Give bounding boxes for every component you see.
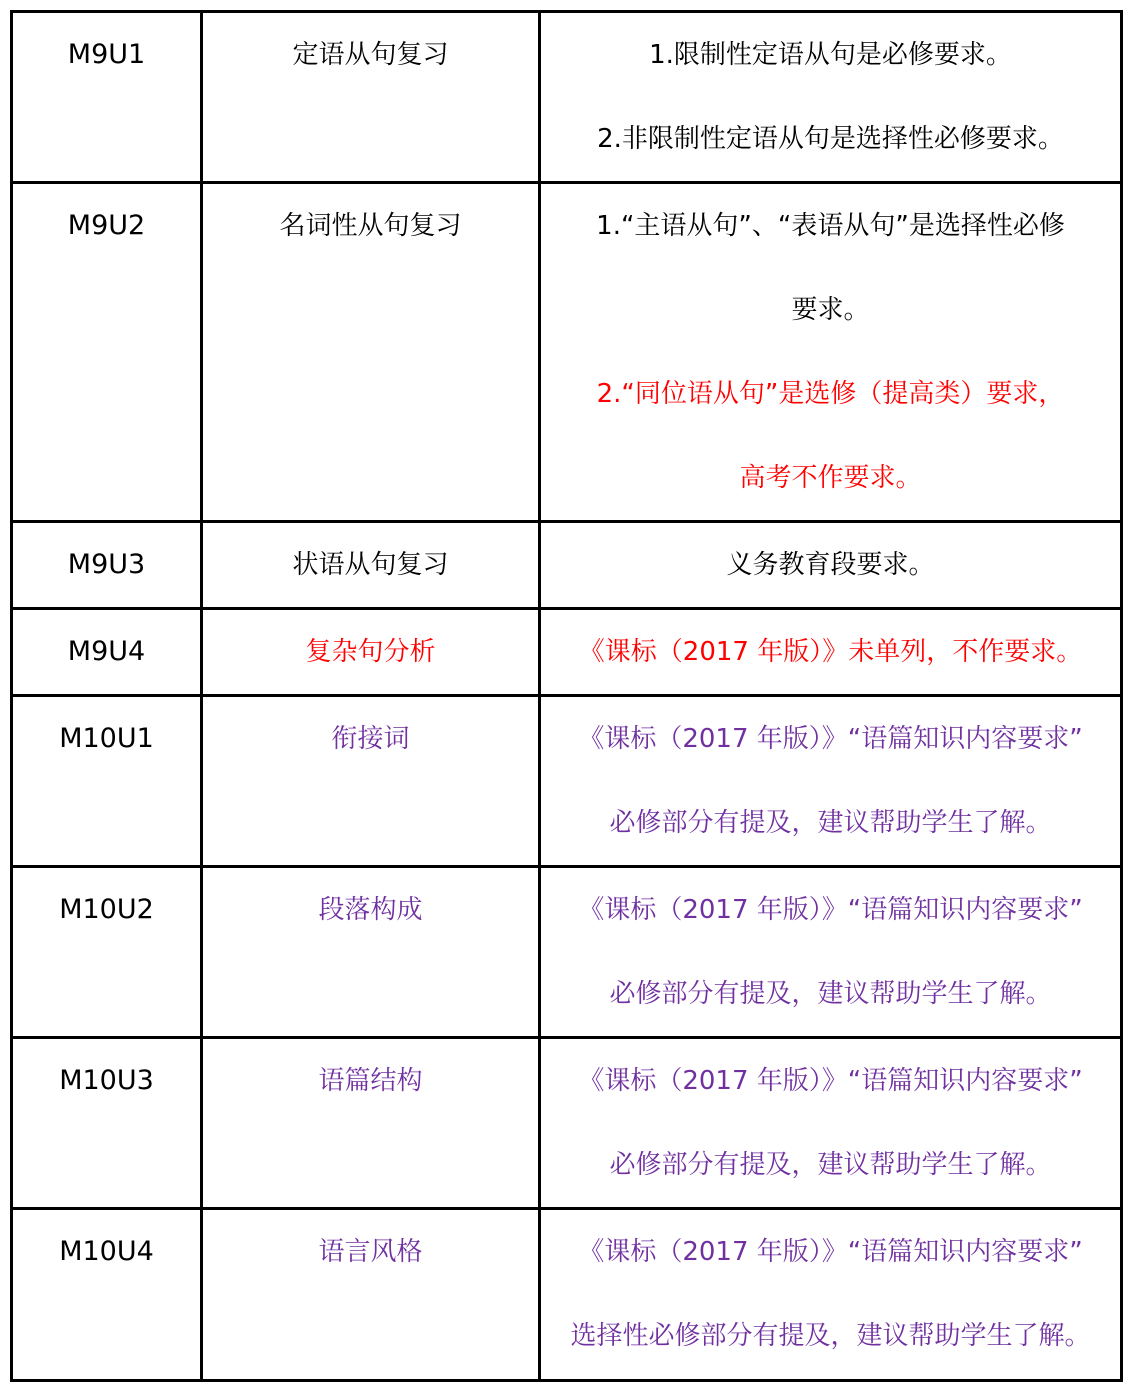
requirement-line: 必修部分有提及，建议帮助学生了解。 bbox=[609, 1150, 1052, 1180]
requirement-line: 2.非限制性定语从句是选择性必修要求。 bbox=[597, 124, 1064, 154]
requirement-line: 必修部分有提及，建议帮助学生了解。 bbox=[609, 979, 1052, 1009]
requirement-line: 义务教育段要求。 bbox=[726, 550, 935, 580]
requirement-cell bbox=[540, 183, 1122, 522]
requirement-line: 要求。 bbox=[791, 295, 870, 325]
topic-cell: 定语从句复习 bbox=[202, 12, 540, 183]
unit-code-cell: M10U3 bbox=[12, 1038, 202, 1209]
table-row bbox=[12, 522, 1122, 609]
requirement-line: 选择性必修部分有提及，建议帮助学生了解。 bbox=[570, 1321, 1091, 1351]
topic-cell: 语篇结构 bbox=[202, 1038, 540, 1209]
unit-code-cell: M9U1 bbox=[12, 12, 202, 183]
requirement-line: 《课标（2017 年版）》“语篇知识内容要求” bbox=[578, 724, 1083, 754]
table-row bbox=[12, 867, 1122, 1038]
requirement-line: 《课标（2017 年版）》“语篇知识内容要求” bbox=[578, 895, 1083, 925]
unit-code-cell: M9U4 bbox=[12, 609, 202, 696]
curriculum-table bbox=[10, 10, 1123, 1382]
topic-cell: 段落构成 bbox=[202, 867, 540, 1038]
topic-cell: 状语从句复习 bbox=[202, 522, 540, 609]
unit-code-cell: M10U1 bbox=[12, 696, 202, 867]
requirement-cell bbox=[540, 1209, 1122, 1381]
requirement-line: 2.“同位语从句”是选修（提高类）要求， bbox=[596, 379, 1065, 409]
requirement-cell bbox=[540, 867, 1122, 1038]
requirement-line: 《课标（2017 年版）》“语篇知识内容要求” bbox=[578, 1066, 1083, 1096]
table-row bbox=[12, 12, 1122, 183]
requirement-cell bbox=[540, 522, 1122, 609]
topic-cell: 语言风格 bbox=[202, 1209, 540, 1381]
table-row bbox=[12, 1038, 1122, 1209]
unit-code-cell: M9U3 bbox=[12, 522, 202, 609]
requirement-line: 1.“主语从句”、“表语从句”是选择性必修 bbox=[596, 211, 1065, 241]
table-row bbox=[12, 696, 1122, 867]
requirement-cell bbox=[540, 1038, 1122, 1209]
requirement-line: 高考不作要求。 bbox=[739, 463, 922, 493]
requirement-line: 必修部分有提及，建议帮助学生了解。 bbox=[609, 808, 1052, 838]
topic-cell: 名词性从句复习 bbox=[202, 183, 540, 522]
requirement-line: 《课标（2017 年版）》未单列，不作要求。 bbox=[578, 637, 1083, 667]
requirement-cell bbox=[540, 696, 1122, 867]
unit-code-cell: M10U4 bbox=[12, 1209, 202, 1381]
topic-cell: 复杂句分析 bbox=[202, 609, 540, 696]
requirement-cell bbox=[540, 609, 1122, 696]
table-row bbox=[12, 183, 1122, 522]
unit-code-cell: M10U2 bbox=[12, 867, 202, 1038]
requirement-cell bbox=[540, 12, 1122, 183]
topic-cell: 衔接词 bbox=[202, 696, 540, 867]
requirement-line: 《课标（2017 年版）》“语篇知识内容要求” bbox=[578, 1237, 1083, 1267]
unit-code-cell: M9U2 bbox=[12, 183, 202, 522]
table-row bbox=[12, 609, 1122, 696]
requirement-line: 1.限制性定语从句是必修要求。 bbox=[649, 40, 1012, 70]
table-row bbox=[12, 1209, 1122, 1381]
